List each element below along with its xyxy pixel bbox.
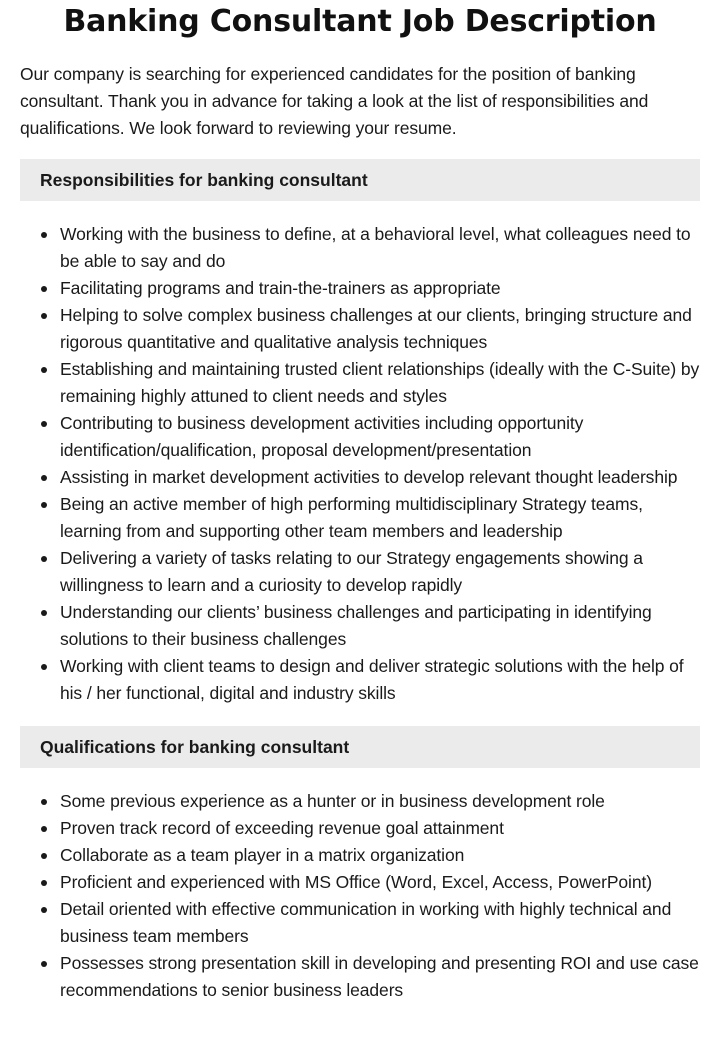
intro-paragraph: Our company is searching for experienced candidates for the position of banking consultant. Thank you in advance for taking a look at the list of responsibilities and qualifications. We look forward to reviewing your resume. bbox=[20, 64, 649, 138]
list-item: Working with client teams to design and deliver strategic solutions with the help of his / her functional, digital and industry skills bbox=[20, 653, 700, 707]
list-item: Establishing and maintaining trusted client relationships (ideally with the C-Suite) by remaining highly attuned to client needs and styles bbox=[20, 356, 700, 410]
list-item: Being an active member of high performing multidisciplinary Strategy teams, learning from and supporting other team members and leadership bbox=[20, 491, 700, 545]
responsibilities-heading bbox=[20, 159, 700, 201]
list-item: Proficient and experienced with MS Office (Word, Excel, Access, PowerPoint) bbox=[20, 869, 700, 896]
page-title: Banking Consultant Job Description bbox=[63, 4, 657, 39]
list-item: Contributing to business development activities including opportunity identification/qualification, proposal development/presentation bbox=[20, 410, 700, 464]
list-item: Proven track record of exceeding revenue goal attainment bbox=[20, 815, 700, 842]
list-item: Assisting in market development activities to develop relevant thought leadership bbox=[20, 464, 700, 491]
list-item: Working with the business to define, at a behavioral level, what colleagues need to be able to say and do bbox=[20, 221, 700, 275]
list-item: Collaborate as a team player in a matrix organization bbox=[20, 842, 700, 869]
responsibilities-list bbox=[20, 221, 700, 707]
qualifications-list bbox=[20, 788, 700, 1004]
list-item: Facilitating programs and train-the-trainers as appropriate bbox=[20, 275, 700, 302]
list-item: Understanding our clients’ business challenges and participating in identifying solutions to their business challenges bbox=[20, 599, 700, 653]
qualifications-heading-text: Qualifications for banking consultant bbox=[40, 736, 350, 757]
responsibilities-heading-text: Responsibilities for banking consultant bbox=[40, 169, 368, 190]
qualifications-heading bbox=[20, 726, 700, 768]
list-item: Delivering a variety of tasks relating to our Strategy engagements showing a willingness to learn and a curiosity to develop rapidly bbox=[20, 545, 700, 599]
list-item: Detail oriented with effective communication in working with highly technical and business team members bbox=[20, 896, 700, 950]
list-item: Some previous experience as a hunter or in business development role bbox=[20, 788, 700, 815]
list-item: Possesses strong presentation skill in developing and presenting ROI and use case recommendations to senior business leaders bbox=[20, 950, 700, 1004]
list-item: Helping to solve complex business challenges at our clients, bringing structure and rigorous quantitative and qualitative analysis techniques bbox=[20, 302, 700, 356]
